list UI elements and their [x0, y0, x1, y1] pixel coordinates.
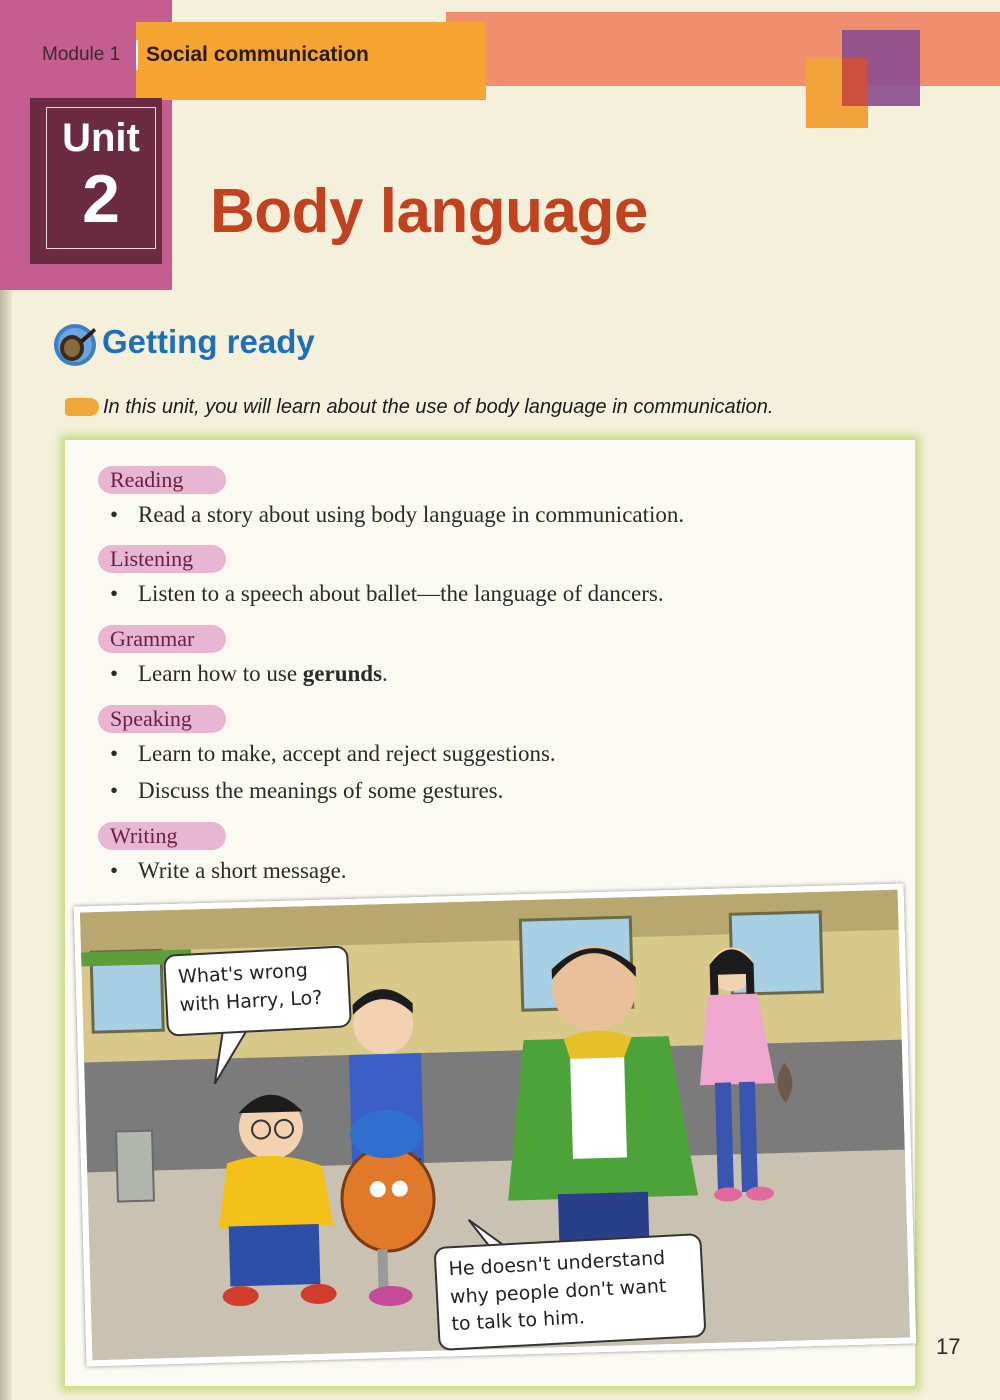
page-title: Body language	[210, 177, 648, 246]
list-item-text: Learn to make, accept and reject suggestions.	[138, 741, 556, 766]
list-item	[110, 858, 347, 884]
speech-bubble-line: What's wrong	[177, 959, 309, 989]
skill-label-listening: Listening	[98, 545, 226, 573]
list-item	[110, 661, 388, 687]
list-item-text: Discuss the meanings of some gestures.	[138, 778, 504, 803]
intro-marker	[65, 398, 99, 416]
list-item	[110, 778, 503, 804]
list-item-text: Listen to a speech about ballet—the language of dancers.	[138, 581, 664, 606]
unit-number: 2	[82, 161, 120, 237]
skill-label-speaking: Speaking	[98, 705, 226, 733]
skill-label-writing: Writing	[98, 822, 226, 850]
bullet-icon: •	[110, 581, 119, 606]
list-item-text: Learn how to use	[138, 661, 303, 686]
page-number: 17	[936, 1334, 961, 1359]
speech-bubble-answer	[433, 1233, 706, 1351]
bullet-icon: •	[110, 741, 119, 766]
module-separator	[136, 40, 138, 70]
list-item-bold-term: gerunds	[302, 661, 383, 686]
speech-bubble-line: with Harry, Lo?	[179, 986, 323, 1016]
decor-square-overlap	[842, 58, 868, 106]
speech-bubble-line: why people don't want	[449, 1274, 667, 1308]
speech-bubble-line: to talk to him.	[450, 1306, 586, 1336]
list-item-text: Write a short message.	[138, 858, 347, 883]
bullet-icon: •	[110, 858, 119, 883]
bullet-icon: •	[110, 661, 119, 686]
unit-word: Unit	[62, 116, 140, 160]
bullet-icon: •	[110, 778, 119, 803]
trumpet-icon	[52, 322, 98, 368]
list-item	[110, 741, 556, 767]
module-label: Module 1	[42, 44, 121, 65]
speech-bubble-question	[163, 945, 352, 1037]
list-item	[110, 581, 664, 607]
skill-label-reading: Reading	[98, 466, 226, 494]
bullet-icon: •	[110, 502, 119, 527]
skill-label-grammar: Grammar	[98, 625, 226, 653]
list-item	[110, 502, 684, 528]
list-item-text: Read a story about using body language in communication.	[138, 502, 685, 527]
intro-text: In this unit, you will learn about the use of body language in communication.	[103, 396, 774, 418]
section-title: Getting ready	[102, 323, 315, 360]
speech-bubble-line: He doesn't understand	[448, 1246, 666, 1281]
module-title: Social communication	[146, 43, 369, 66]
list-item-text-end: .	[382, 661, 388, 686]
